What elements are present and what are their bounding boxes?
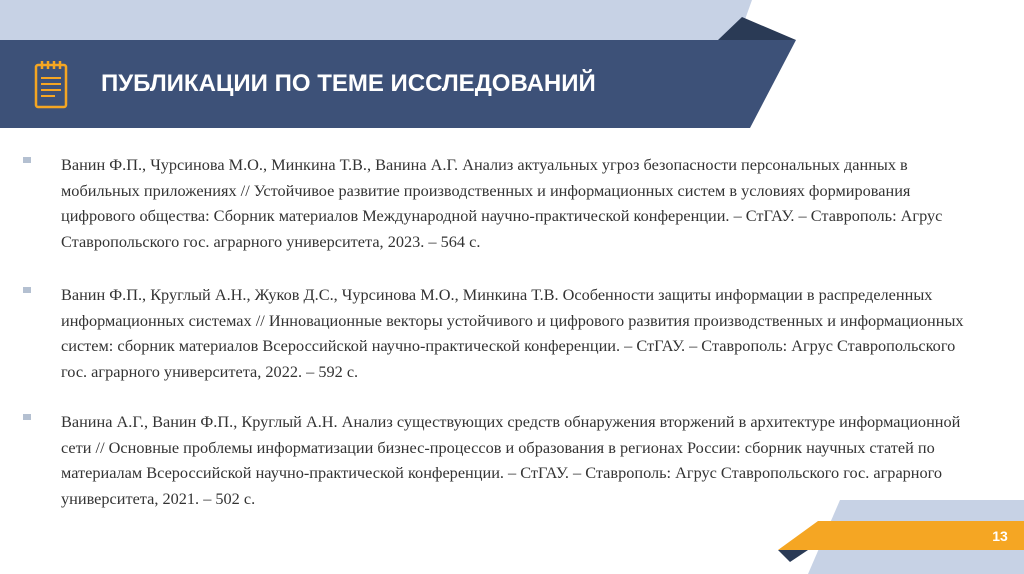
notepad-icon: [28, 58, 72, 112]
publication-text: Ванин Ф.П., Чурсинова М.О., Минкина Т.В., Ванина А.Г. Анализ актуальных угроз безопасности персональных данных в мобильных приложениях // Устойчивое развитие производственных и информационных систем в условиях формирования цифрового общества: Сборник материалов Международной научно-практической конференции. – СтГАУ. – Ставрополь: Агрус Ставропольского гос. аграрного университета, 2023. – 564 с.: [61, 155, 943, 251]
bullet-icon: [23, 287, 31, 293]
publication-text: Ванин Ф.П., Круглый А.Н., Жуков Д.С., Чурсинова М.О., Минкина Т.В. Особенности защиты информации в распределенных информационных системах // Инновационные векторы устойчивого и цифрового развития производственных и информационных систем: сборник материалов Всероссийской научно-практической конференции. – СтГАУ. – Ставрополь: Агрус Ставропольского гос. аграрного университета, 2022. – 592 с.: [61, 285, 964, 381]
page-number: 13: [992, 528, 1008, 544]
bullet-icon: [23, 157, 31, 163]
publication-item: [61, 282, 971, 384]
publication-text: Ванина А.Г., Ванин Ф.П., Круглый А.Н. Анализ существующих средств обнаружения вторжений в архитектуре информационной сети // Основные проблемы информатизации бизнес-процессов и образования в регионах России: сборник научных статей по материалам Всероссийской научно-практической конференции. – СтГАУ. – Ставрополь: Агрус Ставропольского гос. аграрного университета, 2021. – 502 с.: [61, 412, 961, 508]
bullet-icon: [23, 414, 31, 420]
footer-dark-corner: [778, 550, 808, 562]
slide-title: ПУБЛИКАЦИИ ПО ТЕМЕ ИССЛЕДОВАНИЙ: [101, 70, 596, 97]
publication-item: [61, 409, 971, 511]
publication-item: [61, 152, 971, 254]
